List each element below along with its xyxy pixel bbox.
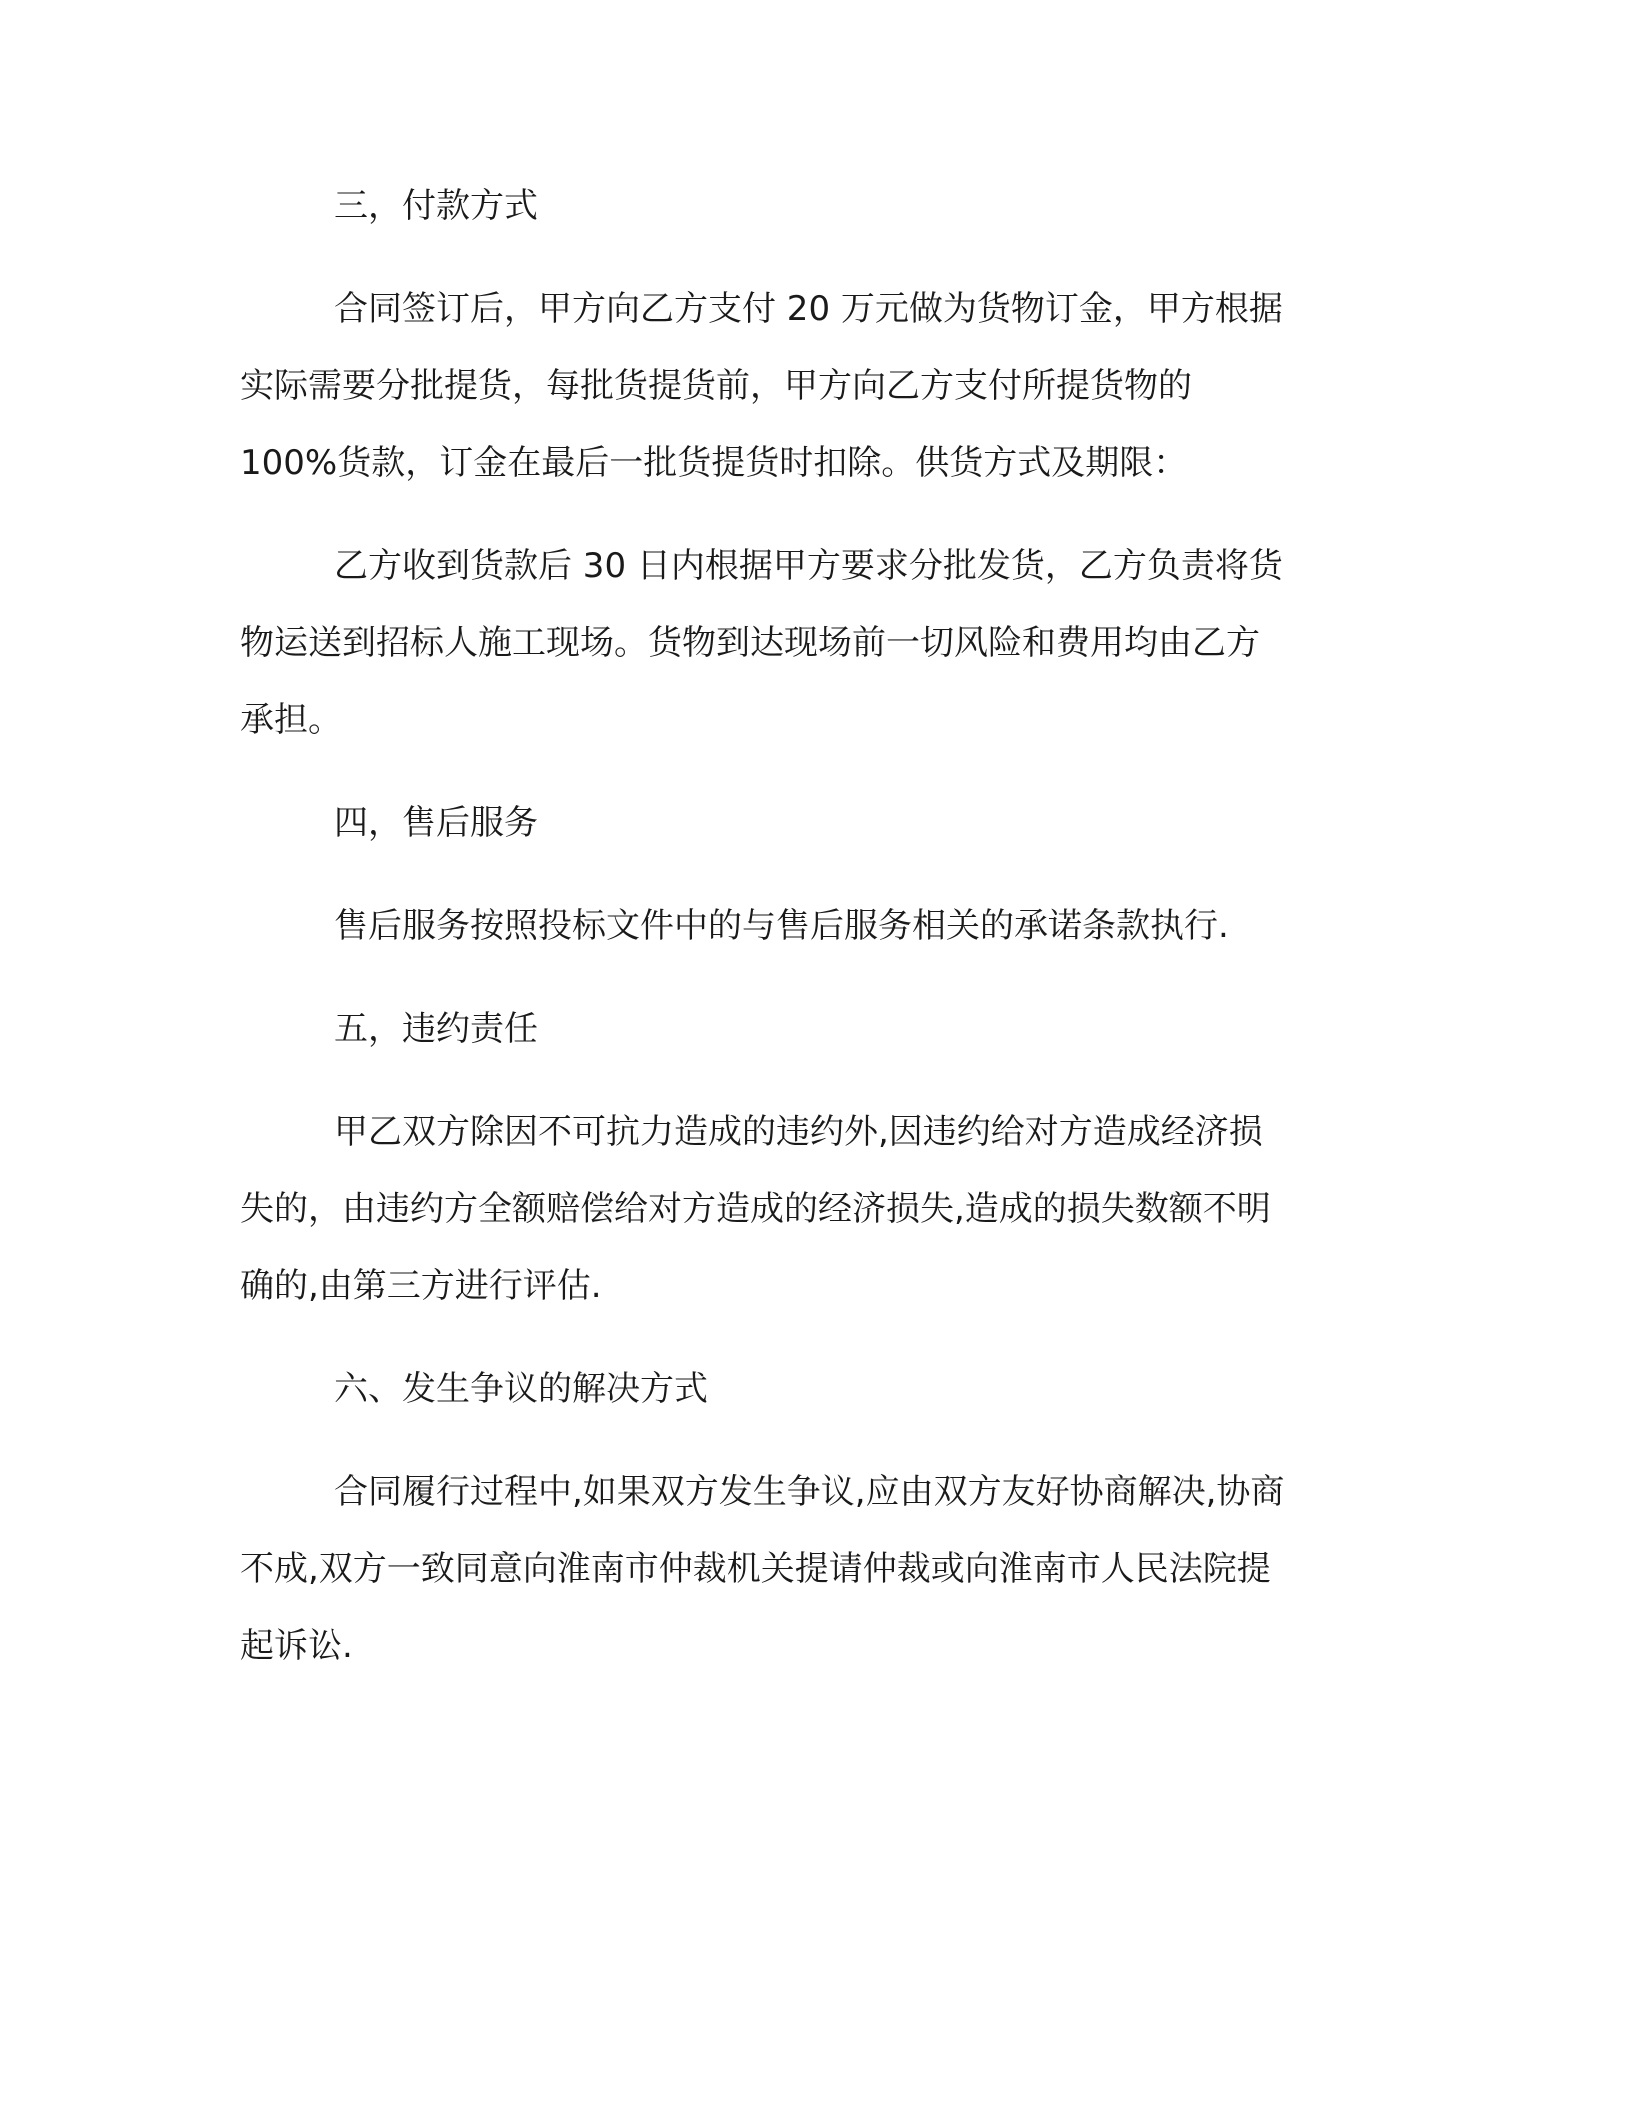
paragraph-line: 实际需要分批提货，每批货提货前，甲方向乙方支付所提货物的 <box>240 366 1192 406</box>
spacer <box>240 226 1390 289</box>
paragraph-dispute <box>240 1472 1390 1666</box>
paragraph-line: 物运送到招标人施工现场。货物到达现场前一切风险和费用均由乙方 <box>240 623 1260 663</box>
spacer <box>240 1306 1390 1369</box>
section-heading-after-sales: 四，售后服务 <box>334 803 538 843</box>
spacer <box>240 1409 1390 1472</box>
section-heading-liability: 五，违约责任 <box>334 1009 538 1049</box>
paragraph-line: 合同签订后，甲方向乙方支付 20 万元做为货物订金，甲方根据 <box>334 289 1283 329</box>
paragraph-line: 承担。 <box>240 700 342 740</box>
section-heading-payment: 三，付款方式 <box>334 186 538 226</box>
paragraph-line: 乙方收到货款后 30 日内根据甲方要求分批发货，乙方负责将货 <box>334 546 1283 586</box>
paragraph-line: 甲乙双方除因不可抗力造成的违约外,因违约给对方造成经济损 <box>334 1112 1263 1152</box>
paragraph-line: 失的，由违约方全额赔偿给对方造成的经济损失,造成的损失数额不明 <box>240 1189 1271 1229</box>
spacer <box>240 1049 1390 1112</box>
paragraph-line: 不成,双方一致同意向淮南市仲裁机关提请仲裁或向淮南市人民法院提 <box>240 1549 1271 1589</box>
document-body <box>240 186 1390 1666</box>
paragraph-payment <box>240 289 1390 483</box>
paragraph-line: 合同履行过程中,如果双方发生争议,应由双方友好协商解决,协商 <box>334 1472 1285 1512</box>
section-heading-dispute: 六、发生争议的解决方式 <box>334 1369 708 1409</box>
paragraph-line: 售后服务按照投标文件中的与售后服务相关的承诺条款执行. <box>334 906 1229 946</box>
spacer <box>240 843 1390 906</box>
spacer <box>240 740 1390 803</box>
paragraph-line: 100%货款，订金在最后一批货提货时扣除。供货方式及期限： <box>240 443 1188 483</box>
spacer <box>240 483 1390 546</box>
paragraph-after-sales <box>240 906 1390 946</box>
spacer <box>240 946 1390 1009</box>
paragraph-liability <box>240 1112 1390 1306</box>
paragraph-line: 起诉讼. <box>240 1626 353 1666</box>
paragraph-delivery <box>240 546 1390 740</box>
paragraph-line: 确的,由第三方进行评估. <box>240 1266 602 1306</box>
